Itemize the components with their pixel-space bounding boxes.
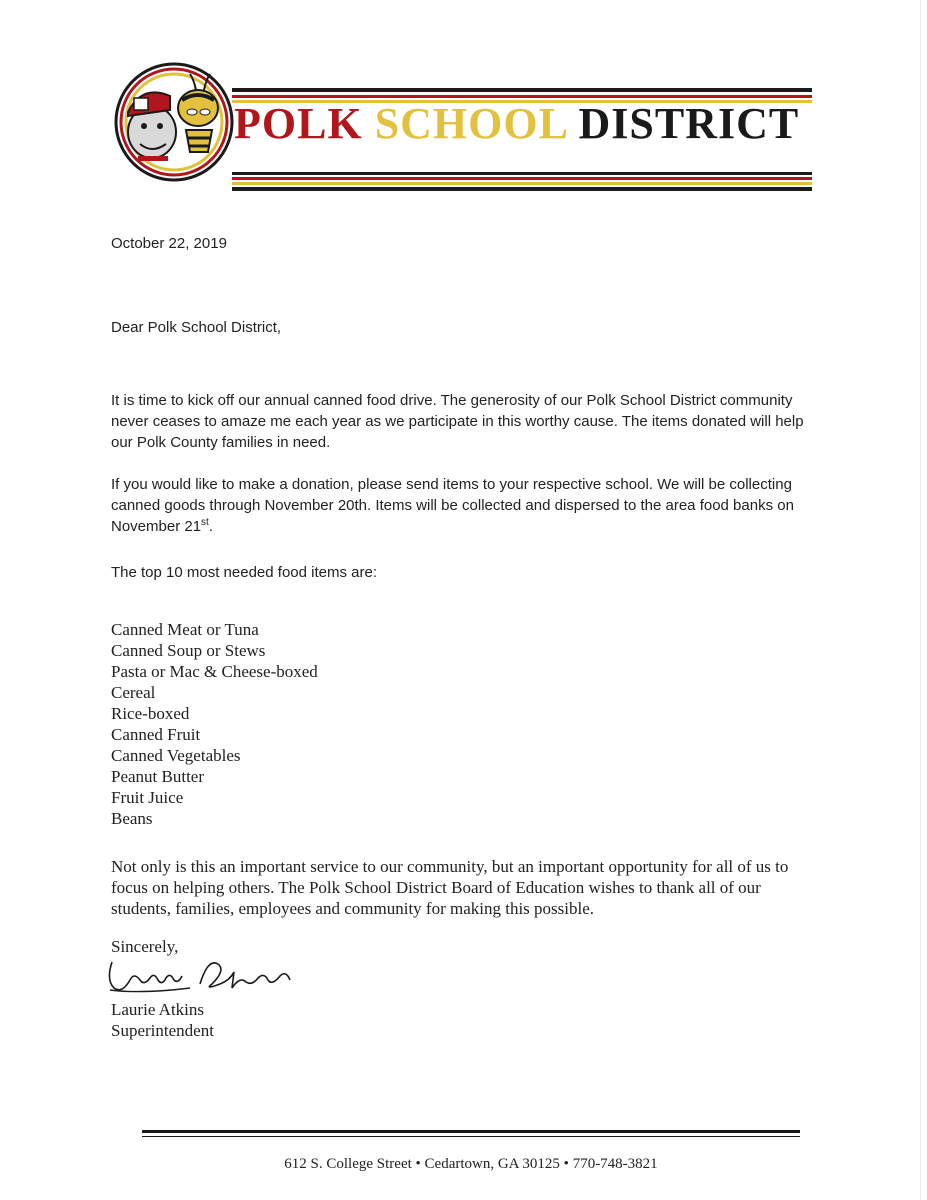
list-intro: The top 10 most needed food items are: <box>111 564 377 581</box>
letterhead <box>112 60 812 185</box>
signature <box>100 950 300 1000</box>
letter-date: October 22, 2019 <box>111 235 227 252</box>
list-item: Fruit Juice <box>111 788 184 807</box>
list-item: Canned Vegetables <box>111 746 241 765</box>
list-item: Pasta or Mac & Cheese-boxed <box>111 662 318 681</box>
ordinal-suffix: st <box>201 517 209 528</box>
footer-rule-thin <box>142 1136 800 1137</box>
footer-address: 612 S. College Street • Cedartown, GA 30125 • 770-748-3821 <box>284 1156 658 1172</box>
district-name-polk: POLK <box>234 99 363 148</box>
signer-name: Laurie Atkins <box>111 1000 205 1019</box>
closing: Sincerely, <box>111 937 179 956</box>
list-item: Canned Fruit <box>111 725 201 744</box>
list-item: Canned Meat or Tuna <box>111 620 259 639</box>
paragraph-2-end: . <box>208 518 213 535</box>
paragraph-2-text: If you would like to make a donation, please send items to your respective school. We will be collecting canned goods through November 20th. Items will be collected and dispersed to the area food banks on November 21 <box>111 476 794 535</box>
list-item: Cereal <box>111 683 156 702</box>
salutation: Dear Polk School District, <box>111 319 282 336</box>
food-items-list <box>111 619 811 829</box>
list-item: Rice-boxed <box>111 704 190 723</box>
district-logo <box>112 60 237 185</box>
closing-paragraph: Not only is this an important service to our community, but an important opportunity for all of us to focus on helping others. The Polk School District Board of Education wishes to thank all of our students, families, employees and community for making this possible. <box>111 857 789 918</box>
list-item: Peanut Butter <box>111 767 205 786</box>
district-name <box>234 98 799 149</box>
paragraph-1: It is time to kick off our annual canned food drive. The generosity of our Polk School District community never ceases to amaze me each year as we participate in this worthy cause. The items donated will help our Polk County families in need. <box>111 392 804 451</box>
paragraph-2 <box>111 474 811 537</box>
district-name-school: SCHOOL <box>374 99 567 148</box>
district-name-district: DISTRICT <box>578 99 800 148</box>
list-item: Canned Soup or Stews <box>111 641 266 660</box>
signer-title: Superintendent <box>111 1021 214 1040</box>
page-edge <box>920 0 921 1200</box>
footer-rule <box>142 1130 800 1133</box>
list-item: Beans <box>111 809 153 828</box>
